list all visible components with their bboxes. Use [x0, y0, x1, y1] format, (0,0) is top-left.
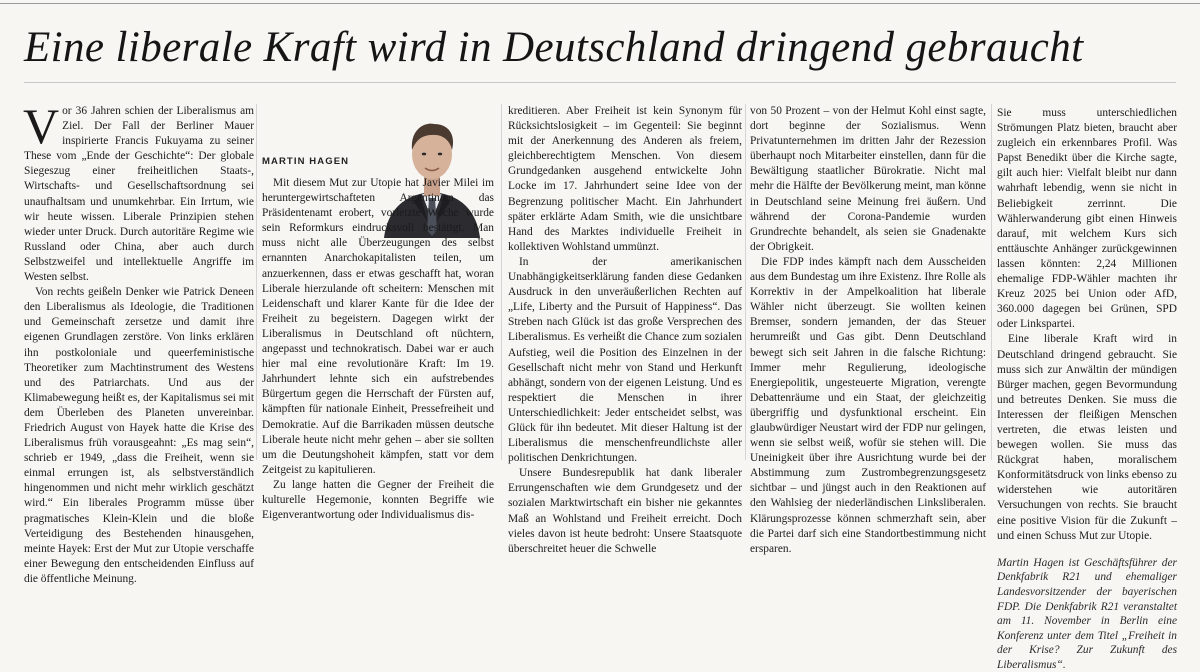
column-2: [262, 176, 494, 523]
author-name: MARTIN HAGEN: [262, 156, 350, 167]
paragraph: kreditieren. Aber Freiheit ist kein Synonym für Rücksichtslosigkeit – im Gegenteil: Sie beginnt mit der Anerkennung des Anderen als freiem, gleichberechtigtem Menschen. Von diesem Grundgedanken ausgehend entwickelte John Locke im 17. Jahrhundert seine Idee von der Begrenzung politischer Macht. Ein Jahrhundert später erklärte Adam Smith, wie die unsichtbare Hand des Marktes individuelle Freiheit in kollektiven Wohlstand ummünzt.: [508, 105, 742, 253]
column-rule: [745, 104, 746, 460]
paragraph: Eine liberale Kraft wird in Deutschland dringend gebraucht. Sie muss sich zur Anwältin der mündigen Bürger machen, gegen Bevormundung und betreutes Denken. Sie muss die Interessen der fleißigen Menschen vertreten, die etwas leisten und bewegen wollen. Sie muss das Rückgrat haben, moralischem Konformitätsdruck von links ebenso zu widerstehen wie autoritären Versuchungen von rechts. Sie braucht eine positive Vision für die Zukunft – und einen Schuss Mut zur Utopie.: [997, 333, 1177, 542]
column-rule: [256, 104, 257, 460]
paragraph: Zu lange hatten die Gegner der Freiheit die kulturelle Hegemonie, konnten Begriffe wie Eigenverantwortung oder Individualismus dis-: [262, 478, 494, 522]
column-5: [997, 106, 1177, 672]
paragraph: Sie muss unterschiedlichen Strömungen Platz bieten, braucht aber zugleich ein erkennbares Profil. Was Papst Benedikt über die Kirche sagte, gilt auch hier: Vielfalt bleibt nur dann wahrhaft lebendig, wenn sie nicht in Beliebigkeit zerrinnt. Die Wählerwanderung gibt einen Hinweis darauf, mit welchem Kurs sich enttäuschte Anhänger zurückgewinnen lassen könnten: 2,24 Millionen ehemalige FDP-Wähler machten ihr Kreuz 2025 bei Union oder AfD, 360.000 dagegen bei Grünen, SPD oder Linkspartei.: [997, 107, 1177, 331]
dropcap: V: [23, 98, 60, 154]
paragraph: [23, 98, 254, 285]
column-rule: [501, 104, 502, 460]
author-bio: Martin Hagen ist Geschäftsführer der Denkfabrik R21 und ehemaliger Landesvorsitzender der bayerischen FDP. Die Denkfabrik R21 veranstaltet am 11. November in Berlin eine Konferenz unter dem Titel „Freiheit in der Krise? Zur Zukunft des Liberalismus“.: [997, 556, 1177, 671]
paragraph: Unsere Bundesrepublik hat dank liberaler Errungenschaften wie dem Grundgesetz und der sozialen Marktwirtschaft ein bisher nie gekanntes Maß an Wohlstand und Freiheit erreicht. Doch vieles davon ist heute bedroht: Unsere Staatsquote überschreitet heuer die Schwelle: [508, 467, 742, 555]
paragraph: Die FDP indes kämpft nach dem Ausscheiden aus dem Bundestag um ihre Existenz. Ihre Rolle als Korrektiv in der Ampelkoalition hat liberale Wähler nicht überzeugt. Sie wollten keinen Bremser, sondern jemanden, der das Steuer herumreißt und Gas gibt. Denn Deutschland bewegt sich seit Jahren in die falsche Richtung: Immer mehr Regulierung, ideologische Energiepolitik, ungesteuerte Migration, verengte Debattenräume und ein Staat, der gleichzeitig übergriffig und dysfunktional erscheint. Ein glaubwürdiger Neustart wird der FDP nur gelingen, wenn sie selbst weiß, wofür sie stehen will. Die Uneinigkeit über ihre Ausrichtung wurde bei der Abstimmung zum Zustrombegrenzungsgesetz sichtbar – und jüngst auch in den Reaktionen auf den Wahlsieg der niederländischen Linksliberalen. Klärungsprozesse können schmerzhaft sein, aber die Partei darf sich eine Standortbestimmung nicht ersparen.: [750, 255, 986, 555]
paragraph-text: or 36 Jahren schien der Liberalismus am Ziel. Der Fall der Berliner Mauer inspirierte Francis Fukuyama zu seiner These vom „Ende der Geschichte“: Der globale Siegeszug einer freiheitlichen Staats-, Wirtschafts- und Gesellschaftsordnung sei unaufhaltsam und unumkehrbar. Ein Irrtum, wie wir heute wissen. Liberale Prinzipien stehen wieder unter Druck. Durch autoritäre Regime wie Russland oder China, aber auch durch Selbstzweifel und intellektuelle Angriffe im Westen selbst.: [24, 105, 254, 284]
headline: Eine liberale Kraft wird in Deutschland dringend gebraucht: [24, 24, 1084, 71]
top-rule: [0, 3, 1200, 4]
paragraph: Mit diesem Mut zur Utopie hat Javier Milei im heruntergewirtschafteten Argentinien das Präsidentenamt erobert, vorletzte Woche wurde sein Reformkurs eindrucksvoll bestätigt. Man muss nicht alle Überzeugungen des selbst ernannten Anarchokapitalisten teilen, um anzuerkennen, dass er etwas geschafft hat, woran Liberale hierzulande oft scheitern: Menschen mit Leidenschaft und klarer Kante für die Idee der Freiheit zu begeistern. Dagegen wirkt der Liberalismus in Deutschland oft nüchtern, angepasst und technokratisch. Dabei war er auch hier mal eine revolutionäre Kraft: Im 19. Jahrhundert lehnte sich ein aufstrebendes Bürgertum gegen die Herrschaft der Fürsten auf, kämpften für nationale Einheit, Pressefreiheit und Demokratie. Auf die Barrikaden müssen deutsche Liberale heute nicht mehr gehen – aber sie sollten um die Deutungshoheit kämpfen, statt vor dem Zeitgeist zu kapitulieren.: [262, 177, 494, 476]
column-4: [750, 104, 986, 557]
column-rule: [991, 104, 992, 460]
paragraph: von 50 Prozent – von der Helmut Kohl einst sagte, dort beginne der Sozialismus. Wenn Privatunternehmen im dritten Jahr der Rezession überhaupt noch Mitarbeiter einstellen, dann für die Bewältigung staatlicher Bürokratie. Nicht mal mehr die Hälfte der Bevölkerung meint, man könne in Deutschland seine Meinung frei äußern. Und während der Corona-Pandemie wurden Grundrechte behandelt, als seien sie Gnadenakte der Obrigkeit.: [750, 105, 986, 253]
headline-rule: [24, 82, 1176, 83]
paragraph: In der amerikanischen Unabhängigkeitserklärung fanden diese Gedanken Ausdruck in den unveräußerlichen Rechten auf „Life, Liberty and the Pursuit of Happiness“. Das Streben nach Glück ist das große Versprechen des Liberalismus. Es verheißt die Chance zum sozialen Aufstieg, weil die Position des Einzelnen in der Gesellschaft nicht mehr von Stand und Herkunft abhängt, sondern von der eigenen Leistung. Und es respektiert die Menschen in ihrer Unterschiedlichkeit: Jeder entscheidet selbst, was Glück für ihn bedeutet. Mit dieser Haltung ist der Liberalismus die menschenfreundlichste aller politischen Denkrichtungen.: [508, 255, 742, 465]
column-1: [23, 98, 254, 587]
column-3: [508, 104, 742, 557]
paragraph: Von rechts geißeln Denker wie Patrick Deneen den Liberalismus als Ideologie, die Traditionen und Gemeinschaft zersetze und damit ihre eigenen Grundlagen zerstöre. Von links erklären ihn postkoloniale und queerfeministische Theoretiker zum Machtinstrument des Westens und des Patriarchats. Und aus der Klimabewegung heißt es, der Kapitalismus sei mit dem Überleben des Planeten unvereinbar. Friedrich August von Hayek hatte die Krise des Liberalismus früh vorausgeahnt: „Es mag sein“, schrieb er 1949, „dass die Freiheit, wenn sie einmal errungen ist, als selbstverständlich hingenommen und nicht mehr wirklich geschätzt wird.“ Ein liberales Programm müsse über pragmatisches Klein-Klein und die bloße Verteidigung des Bestehenden hinausgehen, meinte Hayek: Erst der Mut zur Utopie verschaffe einer Bewegung den entscheidenden Einfluss auf die öffentliche Meinung.: [24, 286, 254, 585]
